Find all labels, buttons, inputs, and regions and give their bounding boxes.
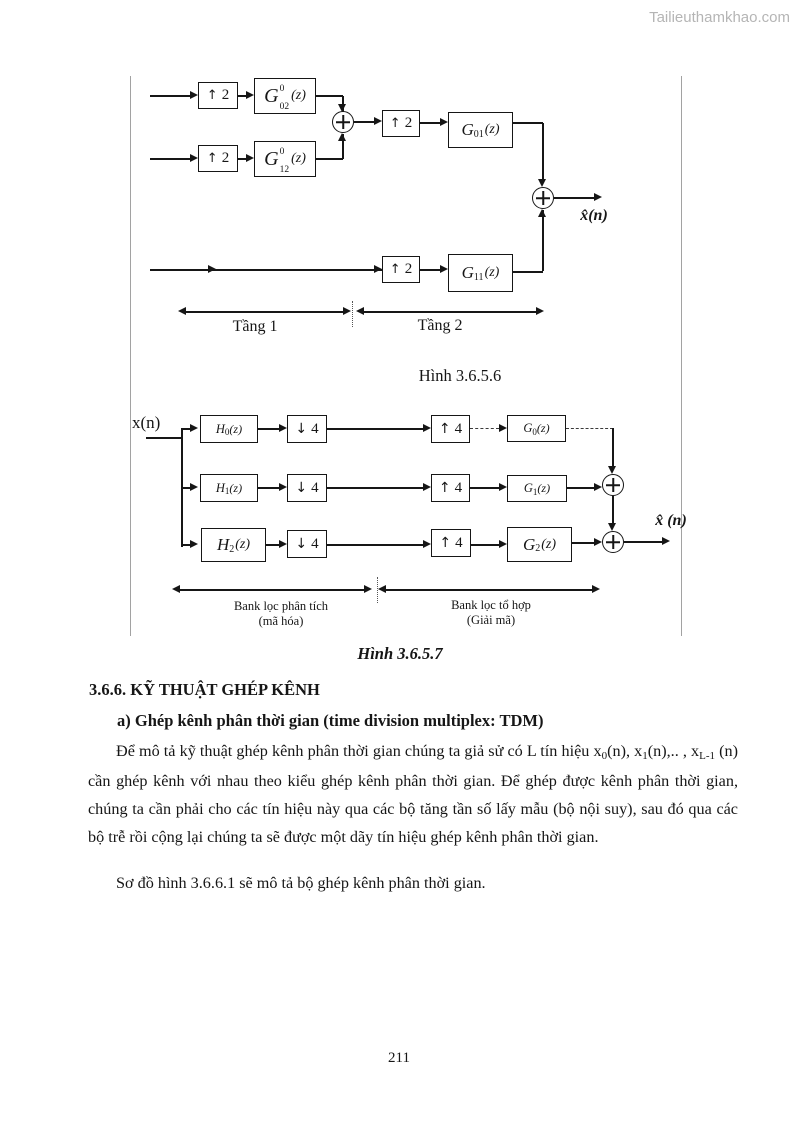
fig1-block-g12: G 0 12 (z) [254,141,316,177]
arrowhead [374,265,382,273]
fig2-block-g2: G 2 (z) [507,527,572,562]
section-heading: 3.6.6. KỸ THUẬT GHÉP KÊNH [89,680,320,699]
arrowhead [440,265,448,273]
fig2-downsampler-3: ↓ 4 [287,530,327,558]
synthesis-span-line [386,589,592,591]
arrowhead [608,466,616,474]
arrowhead [246,154,254,162]
wire [258,428,279,430]
wire [612,496,614,525]
arrowhead [536,307,544,315]
analysis-span-line [180,589,364,591]
fig2-upsampler-1: ↑ 4 [431,415,470,443]
analysis-bank-sublabel: (mã hóa) [258,614,304,628]
fig1-adder-2 [532,187,554,209]
fig2-block-g1: G 1 (z) [507,475,567,502]
wire [554,197,594,199]
section-subheading: a) Ghép kênh phân thời gian (time division multiplex: TDM) [117,711,544,730]
fig2-downsampler-2: ↓ 4 [287,474,327,502]
wire [513,271,543,273]
fig1-adder-1 [332,111,354,133]
up-arrow-icon: ↑ [438,480,451,496]
wire [470,428,499,429]
wire [182,428,190,430]
wire [150,158,190,160]
arrowhead [208,265,216,273]
arrowhead [190,154,198,162]
synthesis-bank-sublabel: (Giải mã) [466,613,516,627]
arrowhead [423,424,431,432]
wire [266,544,279,546]
wire [182,487,190,489]
fig1-output-label: x̂(n) [580,207,608,224]
stage2-span-line [364,311,536,313]
arrowhead [178,307,186,315]
fig2-adder-2 [602,531,624,553]
arrowhead [338,133,346,141]
paragraph-1: Để mô tả kỹ thuật ghép kênh phân thời gian chúng ta giả sử có L tín hiệu x0(n), x1(n),.. , xL-1 (n) cần ghép kênh với nhau theo kiểu ghép kênh phân thời gian. Để ghép được kênh phân thời gian, chúng ta cần phải cho các tín hiệu này qua các bộ tăng tần số lấy mẫu (bộ nội suy), sau đó qua các bộ trễ rồi cộng lại chúng ta sẽ được một dãy tín hiệu ghép kênh phân thời gian. [88,742,739,846]
fig1-upsampler-3: ↑ 2 [382,110,420,137]
up-arrow-icon: ↑ [439,535,452,551]
arrowhead [172,585,180,593]
wire [316,95,343,97]
arrowhead [608,523,616,531]
paragraph-2: Sơ đồ hình 3.6.6.1 sẽ mô tả bộ ghép kênh phân thời gian. [116,874,486,892]
arrowhead [594,538,602,546]
fig2-upsampler-3: ↑ 4 [431,529,471,557]
arrowhead [423,483,431,491]
fig1-upsampler-1: ↑ 2 [198,82,238,109]
wire [470,487,499,489]
fig1-stage1-label: Tầng 1 [232,318,278,335]
wire [327,487,423,489]
wire [150,269,382,271]
wire [566,428,613,429]
fig2-input-label: x(n) [132,413,161,432]
fig1-upsampler-4: ↑ 2 [382,256,420,283]
wire [624,541,662,543]
arrowhead [246,91,254,99]
fig1-stage2-label: Tầng 2 [417,317,463,334]
arrowhead [279,483,287,491]
up-arrow-icon: ↑ [438,421,451,437]
wire [316,158,343,160]
wire [542,123,544,180]
down-arrow-icon: ↓ [295,480,308,496]
fig2-downsampler-1: ↓ 4 [287,415,327,443]
fig2-block-h1: H 1 (z) [200,474,258,502]
arrowhead [594,483,602,491]
wire [567,487,594,489]
analysis-bank-label: Bank lọc phân tích [233,599,329,613]
fig1-caption: Hình 3.6.5.6 [418,366,502,385]
arrowhead [423,540,431,548]
down-arrow-icon: ↓ [295,421,308,437]
stage1-span-line [186,311,343,313]
wire [471,544,499,546]
arrowhead [538,209,546,217]
up-arrow-icon: ↑ [206,151,218,166]
fig2-block-g0: G 0 (z) [507,415,566,442]
down-arrow-icon: ↓ [295,536,308,552]
scan-border-left [130,76,131,636]
fig1-block-g11: G 11 (z) [448,254,513,292]
fig2-block-h0: H 0 (z) [200,415,258,443]
arrowhead [538,179,546,187]
arrowhead [356,307,364,315]
arrowhead [279,424,287,432]
up-arrow-icon: ↑ [389,262,401,277]
bank-separator [377,577,378,603]
watermark: Tailieuthamkhao.com [649,9,790,26]
arrowhead [190,540,198,548]
fig2-upsampler-2: ↑ 4 [431,474,470,502]
arrowhead [440,118,448,126]
fig1-upsampler-2: ↑ 2 [198,145,238,172]
arrowhead [343,307,351,315]
arrowhead [279,540,287,548]
arrowhead [378,585,386,593]
arrowhead [592,585,600,593]
stage-separator [352,301,353,327]
wire [327,544,423,546]
fig1-block-g02: G 0 02 (z) [254,78,316,114]
wire [258,487,279,489]
wire [612,428,614,468]
wire [420,122,440,124]
fig2-caption: Hình 3.6.5.7 [357,644,443,663]
wire [150,95,190,97]
wire [513,122,543,124]
wire [146,437,182,439]
wire [327,428,423,430]
synthesis-bank-label: Bank lọc tổ hợp [451,598,531,612]
arrowhead [190,91,198,99]
scan-border-right [681,76,682,636]
arrowhead [190,483,198,491]
up-arrow-icon: ↑ [206,88,218,103]
fig2-adder-1 [602,474,624,496]
arrowhead [499,424,507,432]
arrowhead [374,117,382,125]
wire [542,210,544,271]
wire [182,544,190,546]
fig2-output-label: x̂ (n) [655,512,687,529]
fig1-block-g01: G 01 (z) [448,112,513,148]
wire [572,542,594,544]
wire [420,269,440,271]
up-arrow-icon: ↑ [389,116,401,131]
fig2-block-h2: H 2 (z) [201,528,266,562]
arrowhead [364,585,372,593]
arrowhead [190,424,198,432]
wire [354,121,374,123]
arrowhead [594,193,602,201]
arrowhead [499,483,507,491]
page-number: 211 [388,1050,410,1066]
arrowhead [662,537,670,545]
arrowhead [499,540,507,548]
